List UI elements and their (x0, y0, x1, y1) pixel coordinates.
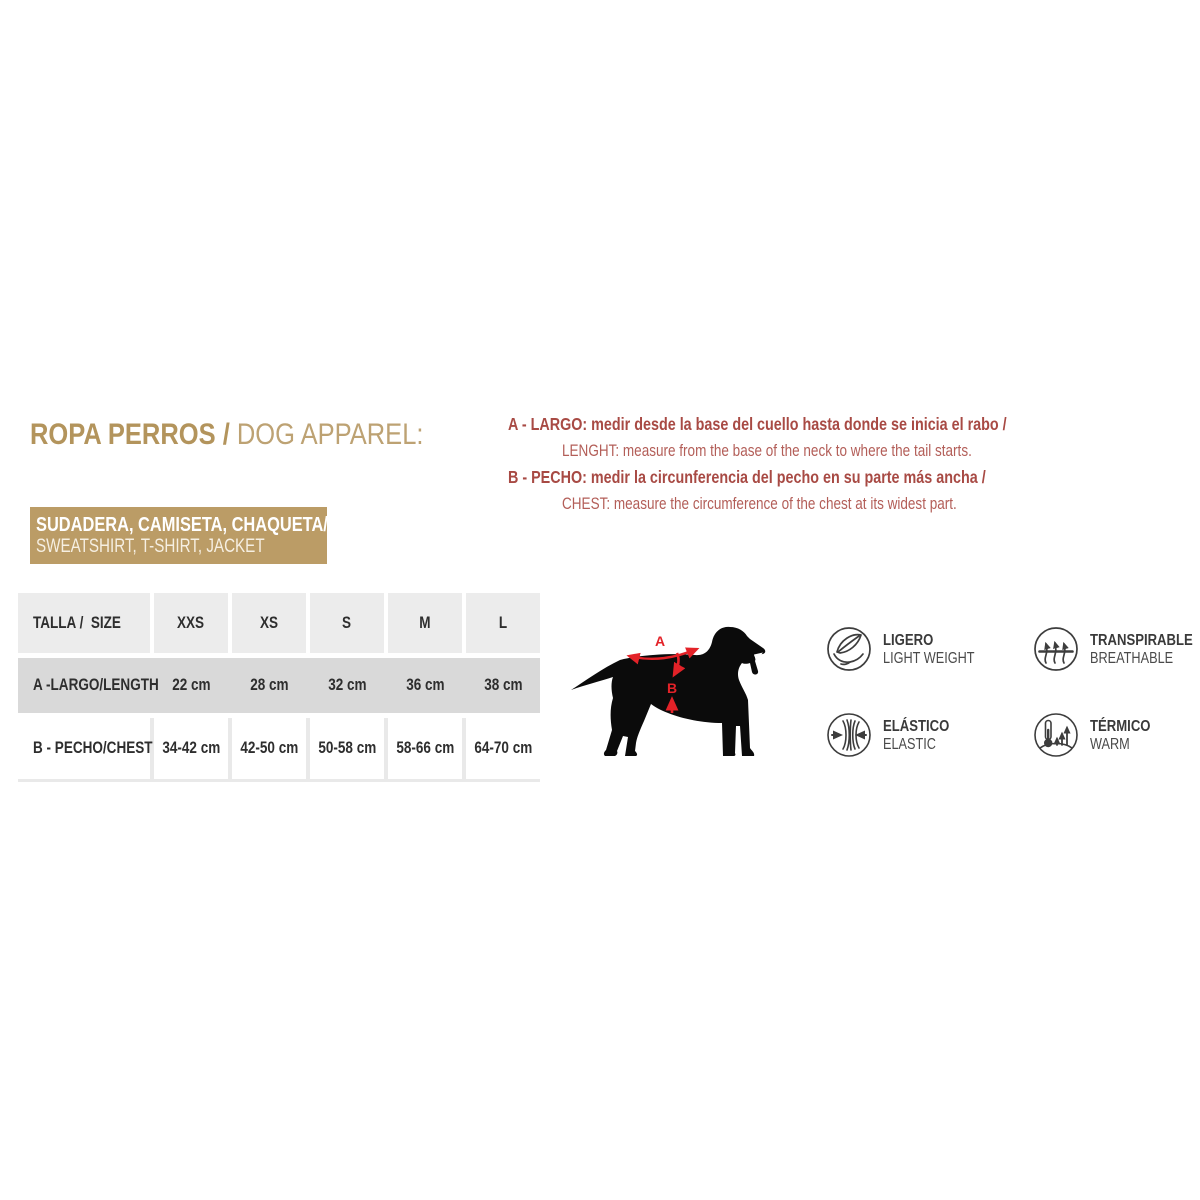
banner-line-spanish: SUDADERA, CAMISETA, CHAQUETA/ (36, 513, 328, 536)
chest-value-m: 58-66 cm (388, 718, 462, 779)
note-a-spanish: A - LARGO: medir desde la base del cuello hasta donde se inicia el rabo / (508, 414, 1007, 434)
chest-value-s: 50-58 cm (310, 718, 384, 779)
header-cell-talla-size: TALLA / SIZE (18, 593, 150, 653)
feature-title: LIGERO (883, 631, 934, 649)
length-value-l: 38 cm (483, 676, 523, 694)
note-b-english: CHEST: measure the circumference of the chest at its widest part. (562, 495, 957, 513)
category-banner (30, 507, 327, 564)
header-cell-l: L (466, 593, 540, 653)
elastic-icon (826, 712, 872, 758)
page-title-english: DOG APPAREL: (236, 418, 424, 451)
size-table-row-length (18, 658, 540, 713)
row-label-length: A -LARGO/LENGTH (33, 676, 159, 694)
note-b-spanish: B - PECHO: medir la circunferencia del pecho en su parte más ancha / (508, 467, 986, 487)
note-a-english: LENGHT: measure from the base of the neck to where the tail starts. (562, 442, 972, 460)
feature-title: TRANSPIRABLE (1090, 631, 1193, 649)
measuring-notes (508, 411, 1028, 517)
thermometer-icon (1033, 712, 1079, 758)
size-table (18, 593, 540, 782)
dog-measurement-diagram (565, 622, 780, 772)
arrow-a-label: A (654, 633, 666, 649)
chest-value-xs: 42-50 cm (232, 718, 306, 779)
feature-title: ELÁSTICO (883, 717, 950, 735)
feature-subtitle: LIGHT WEIGHT (883, 649, 975, 667)
feature-light-weight (826, 621, 1026, 677)
feature-subtitle: WARM (1090, 735, 1130, 753)
header-cell-s: S (310, 593, 384, 653)
header-cell-m: M (388, 593, 462, 653)
airflow-icon (1033, 626, 1079, 672)
row-label-chest: B - PECHO/CHEST (18, 718, 150, 779)
length-value-xxs: 22 cm (171, 676, 211, 694)
feature-subtitle: ELASTIC (883, 735, 936, 753)
feature-subtitle: BREATHABLE (1090, 649, 1174, 667)
header-cell-xxs: XXS (154, 593, 228, 653)
feature-breathable (1033, 621, 1200, 677)
feather-hand-icon (826, 626, 872, 672)
size-table-header-row (18, 593, 540, 653)
chest-value-xxs: 34-42 cm (154, 718, 228, 779)
length-value-s: 32 cm (327, 676, 367, 694)
feature-elastic (826, 707, 1026, 763)
chest-value-l: 64-70 cm (466, 718, 540, 779)
page-title (30, 418, 493, 452)
length-value-m: 36 cm (405, 676, 445, 694)
size-table-row-chest (18, 718, 540, 782)
feature-title: TÉRMICO (1090, 717, 1151, 735)
page-title-spanish: ROPA PERROS / (30, 418, 237, 451)
banner-line-english: SWEATSHIRT, T-SHIRT, JACKET (36, 536, 265, 557)
feature-warm (1033, 707, 1200, 763)
header-cell-xs: XS (232, 593, 306, 653)
arrow-b-label: B (666, 680, 678, 696)
length-value-xs: 28 cm (249, 676, 289, 694)
dog-silhouette (565, 622, 780, 767)
